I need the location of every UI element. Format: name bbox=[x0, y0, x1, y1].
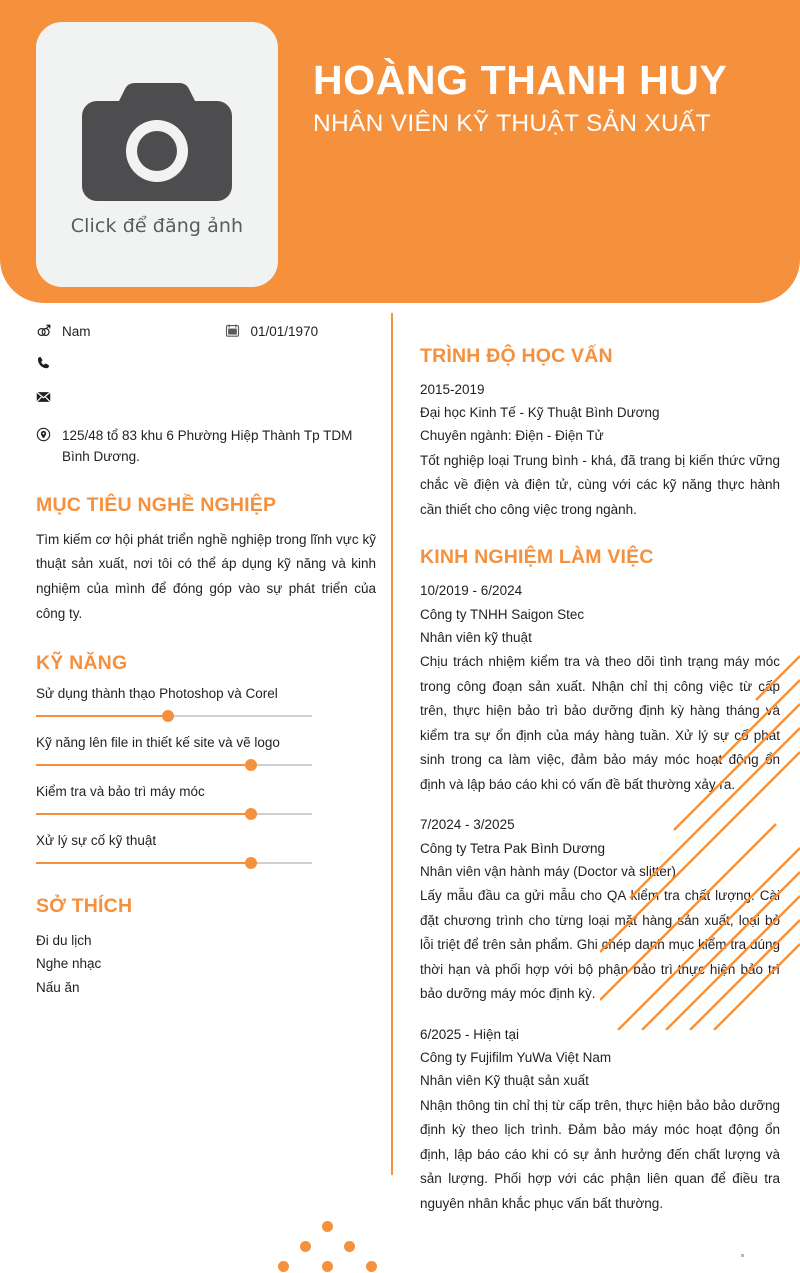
contact-row-gender-dob bbox=[36, 322, 376, 346]
education-school: Đại học Kinh Tế - Kỹ Thuật Bình Dương bbox=[420, 405, 660, 421]
camera-icon bbox=[82, 73, 232, 201]
experience-description: Nhận thông tin chỉ thị từ cấp trên, thực hiện bảo bảo dưỡng định kỳ theo lịch trình. Đảm bảo máy móc hoạt động ổn định, lập báo cáo khi có sự ảnh hưởng đến chất lượng và sản lượng. Phối hợp với các phận liên quan để điều tra nguyên nhân khắc phục vấn bất thường. bbox=[420, 1097, 780, 1211]
skill-track-fill bbox=[36, 862, 251, 864]
decor-dot bbox=[278, 1261, 289, 1272]
contact-gender bbox=[36, 322, 91, 343]
contact-row-phone bbox=[36, 354, 376, 382]
hobby-item: Nấu ăn bbox=[36, 979, 80, 995]
experience-company: Công ty Tetra Pak Bình Dương bbox=[420, 840, 605, 856]
skills-list bbox=[36, 686, 376, 869]
skill-track-fill bbox=[36, 764, 251, 766]
experience-period: 6/2025 - Hiện tại bbox=[420, 1026, 520, 1042]
education-entry bbox=[420, 378, 780, 522]
calendar-icon bbox=[225, 322, 251, 338]
skill-label: Kỹ năng lên file in thiết kế site và vẽ logo bbox=[36, 735, 280, 751]
location-pin-icon bbox=[36, 426, 62, 442]
skill-slider[interactable] bbox=[36, 808, 312, 820]
objective-text: Tìm kiếm cơ hội phát triển nghề nghiệp trong lĩnh vực kỹ thuật sản xuất, nơi tôi có thể áp dụng kỹ năng và kinh nghiệm của mình để đóng góp vào sự phát triển của công ty. bbox=[36, 531, 376, 621]
contact-dob bbox=[225, 322, 319, 343]
hobby-item: Nghe nhạc bbox=[36, 956, 102, 972]
photo-placeholder-caption: Click để đăng ảnh bbox=[70, 214, 244, 237]
decor-dot bbox=[366, 1261, 377, 1272]
envelope-icon bbox=[36, 390, 62, 403]
right-column bbox=[420, 345, 780, 1232]
candidate-role: NHÂN VIÊN KỸ THUẬT SẢN XUẤT bbox=[313, 109, 711, 137]
skill-item bbox=[36, 735, 376, 771]
skill-track-fill bbox=[36, 715, 168, 717]
skill-item bbox=[36, 686, 376, 722]
section-title-experience: KINH NGHIỆM LÀM VIỆC bbox=[420, 546, 654, 569]
hobby-item: Đi du lịch bbox=[36, 933, 92, 949]
decor-dot bbox=[322, 1261, 333, 1272]
column-divider bbox=[391, 313, 393, 1175]
phone-icon bbox=[36, 354, 62, 370]
experience-company: Công ty TNHH Saigon Stec bbox=[420, 606, 585, 622]
contact-address-value: 125/48 tổ 83 khu 6 Phường Hiệp Thành Tp TDM Bình Dương. bbox=[62, 428, 353, 464]
education-description: Tốt nghiệp loại Trung bình - khá, đã trang bị kiến thức vững chắc về điện và điện tử, cùng với các kỹ năng thực hành cần thiết cho công việc trong ngành. bbox=[420, 452, 780, 517]
name-block bbox=[313, 58, 783, 138]
contact-row-email bbox=[36, 390, 376, 418]
experience-entry bbox=[420, 813, 780, 1006]
experience-period: 10/2019 - 6/2024 bbox=[420, 583, 523, 599]
skill-slider-knob[interactable] bbox=[245, 808, 257, 820]
hobbies-list bbox=[36, 929, 376, 999]
candidate-name: HOÀNG THANH HUY bbox=[313, 57, 728, 103]
skill-item bbox=[36, 833, 376, 869]
skill-slider-knob[interactable] bbox=[162, 710, 174, 722]
experience-position: Nhân viên kỹ thuật bbox=[420, 629, 532, 645]
experience-company: Công ty Fujifilm YuWa Việt Nam bbox=[420, 1050, 612, 1066]
contact-gender-value: Nam bbox=[62, 324, 91, 339]
left-column bbox=[36, 322, 376, 999]
gender-icon bbox=[36, 322, 62, 338]
experience-entry bbox=[420, 579, 780, 797]
skill-slider-knob[interactable] bbox=[245, 759, 257, 771]
photo-upload-placeholder[interactable] bbox=[36, 22, 278, 287]
skill-label: Kiểm tra và bảo trì máy móc bbox=[36, 784, 205, 800]
skill-label: Sử dụng thành thạo Photoshop và Corel bbox=[36, 686, 278, 702]
decor-dot bbox=[344, 1241, 355, 1252]
skill-slider[interactable] bbox=[36, 857, 312, 869]
decor-dot bbox=[300, 1241, 311, 1252]
section-title-education: TRÌNH ĐỘ HỌC VẤN bbox=[420, 345, 613, 367]
experience-description: Lấy mẫu đầu ca gửi mẫu cho QA kiểm tra chất lượng. Cài đặt chương trình cho từng loại mặt hàng sản xuất, loại bỏ lỗi triệt để trên sản phẩm. Ghi chép danh mục kiểm tra đúng thời hạn và phối hợp với bộ phận bảo trì thực hiện bảo trì bảo dưỡng máy móc định kỳ. bbox=[420, 888, 780, 1002]
skill-slider-knob[interactable] bbox=[245, 857, 257, 869]
section-title-objective: MỤC TIÊU NGHỀ NGHIỆP bbox=[36, 493, 277, 516]
experience-description: Chịu trách nhiệm kiểm tra và theo dõi tình trạng máy móc trong công đoạn sản xuất. Nhận chỉ thị công việc từ cấp trên, thực hiện bảo trì bảo dưỡng định kỳ hàng tháng và kiểm tra sự ổn định của máy hàng tuần. Xử lý sự cố phát sinh trong ca làm việc, đảm bảo máy móc hoạt động ổn định và lập báo cáo khi có vấn đề bất thường xảy ra. bbox=[420, 654, 780, 792]
page-corner-mark bbox=[741, 1254, 744, 1257]
skill-slider[interactable] bbox=[36, 759, 312, 771]
skill-item bbox=[36, 784, 376, 820]
skill-label: Xử lý sự cố kỹ thuật bbox=[36, 833, 157, 849]
skill-slider[interactable] bbox=[36, 710, 312, 722]
contact-row-address bbox=[36, 426, 376, 468]
section-title-hobbies: SỞ THÍCH bbox=[36, 895, 133, 918]
education-period: 2015-2019 bbox=[420, 382, 485, 397]
experience-entry bbox=[420, 1023, 780, 1216]
skill-track-fill bbox=[36, 813, 251, 815]
decor-dot bbox=[322, 1221, 333, 1232]
contact-dob-value: 01/01/1970 bbox=[250, 324, 319, 339]
education-major: Chuyên ngành: Điện - Điện Tử bbox=[420, 428, 604, 444]
dots-decoration bbox=[270, 1208, 395, 1268]
experience-period: 7/2024 - 3/2025 bbox=[420, 817, 515, 833]
experience-position: Nhân viên Kỹ thuật sản xuất bbox=[420, 1073, 589, 1089]
section-title-skills: KỸ NĂNG bbox=[36, 652, 128, 675]
experience-position: Nhân viên vận hành máy (Doctor và slitter) bbox=[420, 863, 676, 879]
